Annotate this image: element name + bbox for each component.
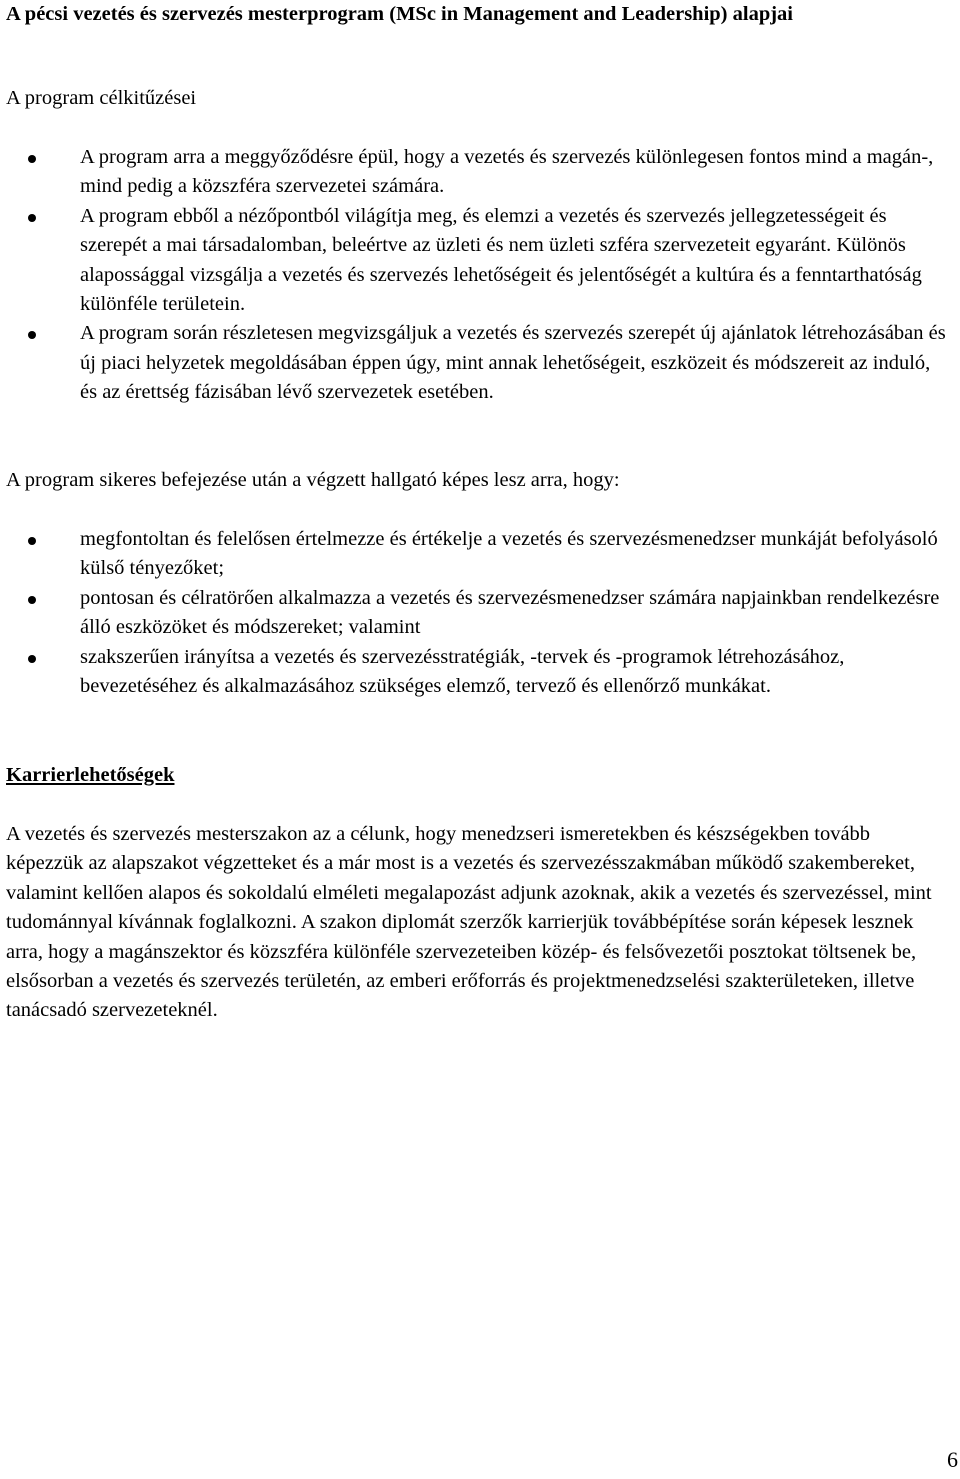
list-item [6, 143, 952, 202]
goals-list [6, 143, 952, 408]
list-item [6, 525, 952, 584]
list-item-text: A program ebből a nézőpontból világítja meg, és elemzi a vezetés és szervezés jellegzetességeit és szerepét a mai társadalomban, beleértve az üzleti és nem üzleti szféra szervezeteit egyaránt. Különös alapossággal vizsgálja a vezetés és szervezés lehetőségeit és jelentőségét a kultúra és a fenntarthatóság különféle területein. [80, 204, 922, 316]
bullet-icon [28, 537, 36, 545]
document-title: A pécsi vezetés és szervezés mesterprogram (MSc in Management and Leadership) alapjai [6, 3, 793, 25]
list-item-text: szakszerűen irányítsa a vezetés és szervezésstratégiák, -tervek és -programok létrehozásához, bevezetéséhez és alkalmazásához szükséges elemző, tervező és ellenőrző munkákat. [80, 645, 845, 698]
list-item-text: A program arra a meggyőződésre épül, hogy a vezetés és szervezés különlegesen fontos mind a magán-, mind pedig a közszféra szervezetei számára. [80, 146, 934, 198]
bullet-icon [28, 655, 36, 663]
list-item [6, 319, 952, 407]
bullet-icon [28, 155, 36, 163]
list-item-text: pontosan és célratörően alkalmazza a vezetés és szervezésmenedzser számára napjainkban rendelkezésre álló eszközöket és módszereket; valamint [80, 586, 940, 639]
section-subtitle: A program célkitűzései [6, 87, 197, 109]
career-heading: Karrierlehetőségek [6, 764, 175, 786]
bullet-icon [28, 596, 36, 604]
list-item [6, 584, 952, 643]
list-item-text: A program során részletesen megvizsgáljuk a vezetés és szervezés szerepét új ajánlatok létrehozásában és új piaci helyzetek megoldásában éppen úgy, mint annak lehetőségeit, eszközeit és módszereit az induló, és az érettség fázisában lévő szervezetek esetében. [80, 322, 946, 404]
list-item-text: megfontoltan és felelősen értelmezze és értékelje a vezetés és szervezésmenedzser munkáját befolyásoló külső tényezőket; [80, 528, 938, 580]
page-number: 6 [947, 1447, 958, 1472]
list-item [6, 202, 952, 320]
outcomes-intro: A program sikeres befejezése után a végzett hallgató képes lesz arra, hogy: [6, 469, 620, 491]
outcomes-list [6, 525, 952, 701]
bullet-icon [28, 331, 36, 339]
bullet-icon [28, 214, 36, 222]
career-paragraph: A vezetés és szervezés mesterszakon az a célunk, hogy menedzseri ismeretekben és készségekben tovább képezzük az alapszakot végzetteket és a már most is a vezetés és szervezésszakmában működő szakembereket, valamint kellően alapos és sokoldalú elméleti megalapozást adjunk azoknak, akik a vezetés és szervezéssel, mint tudománnyal kívánnak foglalkozni. A szakon diplomát szerzők karrierjük továbbépítése során képesek lesznek arra, hogy a magánszektor és közszféra különféle szervezeteiben közép- és felsővezetői posztokat töltsenek be, elsősorban a vezetés és szervezés területén, az emberi erőforrás és projektmenedzselési szakterületeken, illetve tanácsadó szervezeteknél. [6, 823, 932, 1022]
list-item [6, 643, 952, 702]
